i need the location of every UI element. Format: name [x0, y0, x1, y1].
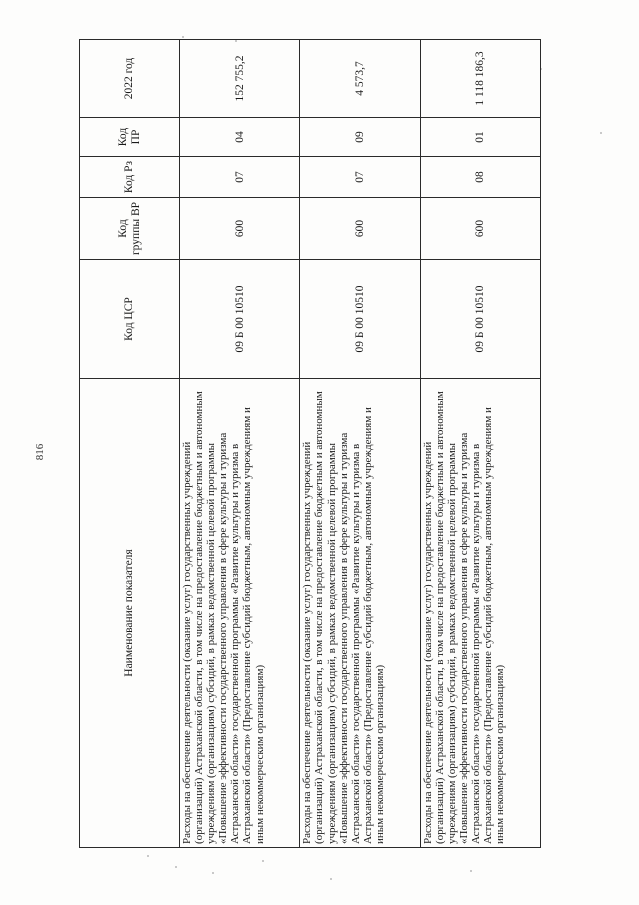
- scan-speck: [175, 866, 177, 868]
- rotated-table-frame: [79, 40, 541, 848]
- scan-speck: [600, 132, 602, 134]
- cell-name: Расходы на обеспечение деятельности (оказание услуг) государственных учреждений (организаций) Астраханской области, в том числе на предоставление бюджетным и автономным учреждениям (организациям) субсидий, в рамках ведомственной целевой программы «Повышение эффективности государственного управления в сфере культуры и туризма Астраханской области» государственной программы «Развитие культуры и туризма в Астраханской области» (Предоставление субсидий бюджетным, автономным учреждениям и иным некоммерческим организациям): [300, 379, 420, 848]
- scan-speck: [182, 36, 184, 38]
- cell-vr: 600: [300, 198, 420, 260]
- scan-speck: [330, 878, 332, 880]
- cell-name: Расходы на обеспечение деятельности (оказание услуг) государственных учреждений (организаций) Астраханской области, в том числе на предоставление бюджетным и автономным учреждениям (организациям) субсидий, в рамках ведомственной целевой программы «Повышение эффективности государственного управления в сфере культуры и туризма Астраханской области» государственной программы «Развитие культуры и туризма в Астраханской области» (Предоставление субсидий бюджетным, автономным учреждениям и иным некоммерческим организациям): [180, 379, 300, 848]
- cell-csr: 09 Б 00 10510: [300, 260, 420, 379]
- cell-pr: 01: [420, 118, 540, 157]
- cell-rz: 07: [180, 157, 300, 198]
- table-row: [180, 40, 300, 848]
- header-year: 2022 год: [80, 40, 180, 118]
- table-row: [300, 40, 420, 848]
- cell-pr: 04: [180, 118, 300, 157]
- cell-amount: 1 118 186,3: [420, 40, 540, 118]
- header-rz: Код Рз: [80, 157, 180, 198]
- cell-rz: 08: [420, 157, 540, 198]
- page-number: 816: [34, 443, 46, 461]
- cell-amount: 4 573,7: [300, 40, 420, 118]
- header-name: Наименование показателя: [80, 379, 180, 848]
- scan-speck: [470, 870, 472, 872]
- header-vr: Код группы ВР: [80, 198, 180, 260]
- rotated-table-area: [79, 40, 541, 848]
- cell-csr: 09 Б 00 10510: [180, 260, 300, 379]
- header-csr: Код ЦСР: [80, 260, 180, 379]
- cell-csr: 09 Б 00 10510: [420, 260, 540, 379]
- scan-speck: [147, 855, 149, 857]
- scan-speck: [262, 860, 264, 862]
- cell-name: Расходы на обеспечение деятельности (оказание услуг) государственных учреждений (организаций) Астраханской области, в том числе на предоставление бюджетным и автономным учреждениям (организациям) субсидий, в рамках ведомственной целевой программы «Повышение эффективности государственного управления в сфере культуры и туризма Астраханской области» государственной программы «Развитие культуры и туризма в Астраханской области» (Предоставление субсидий бюджетным, автономным учреждениям и иным некоммерческим организациям): [420, 379, 540, 848]
- cell-amount: 152 755,2: [180, 40, 300, 118]
- cell-vr: 600: [180, 198, 300, 260]
- header-pr: Код ПР: [80, 118, 180, 157]
- table-row: [420, 40, 540, 848]
- scan-speck: [212, 872, 214, 874]
- cell-rz: 07: [300, 157, 420, 198]
- cell-pr: 09: [300, 118, 420, 157]
- cell-vr: 600: [420, 198, 540, 260]
- table-header-row: [80, 40, 180, 848]
- budget-table: [79, 39, 541, 848]
